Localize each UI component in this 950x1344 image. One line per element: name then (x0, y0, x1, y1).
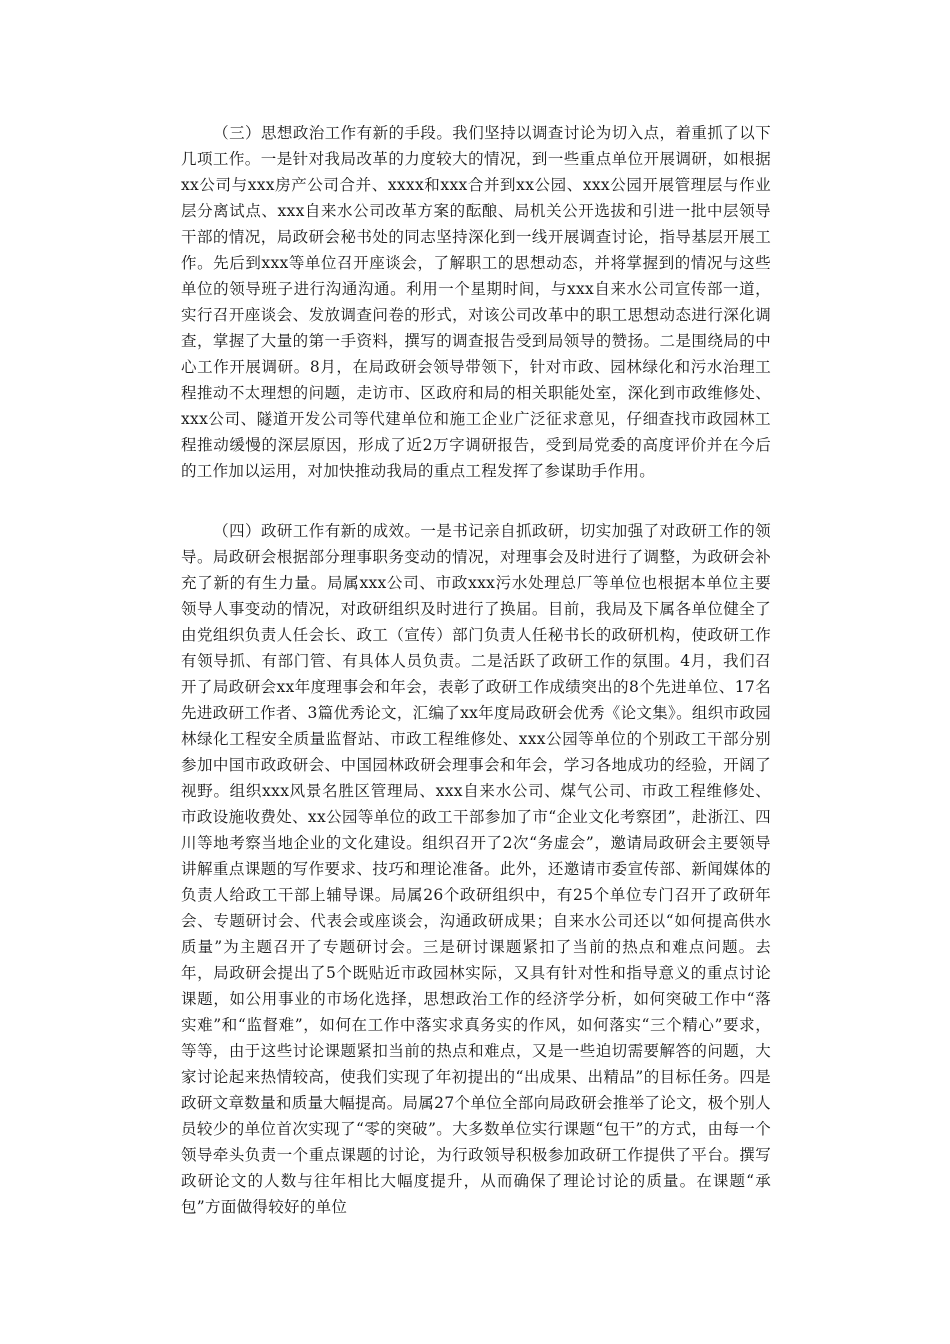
paragraph-section-3 (181, 120, 771, 484)
paragraph-text: （四）政研工作有新的成效。一是书记亲自抓政研，切实加强了对政研工作的领导。局政研会根据部分理事职务变动的情况，对理事会及时进行了调整，为政研会补充了新的有生力量。局属xxx公司、市政xxx污水处理总厂等单位也根据本单位主要领导人事变动的情况，对政研组织及时进行了换届。目前，我局及下属各单位健全了由党组织负责人任会长、政工（宣传）部门负责人任秘书长的政研机构，使政研工作有领导抓、有部门管、有具体人员负责。二是活跃了政研工作的氛围。4月，我们召开了局政研会xx年度理事会和年会，表彰了政研工作成绩突出的8个先进单位、17名先进政研工作者、3篇优秀论文，汇编了xx年度局政研会优秀《论文集》。组织市政园林绿化工程安全质量监督站、市政工程维修处、xxx公园等单位的个别政工干部分别参加中国市政政研会、中国园林政研会理事会和年会，学习各地成功的经验，开阔了视野。组织xxx风景名胜区管理局、xxx自来水公司、煤气公司、市政工程维修处、市政设施收费处、xx公园等单位的政工干部参加了市“企业文化考察团”，赴浙江、四川等地考察当地企业的文化建设。组织召开了2次“务虚会”，邀请局政研会主要领导讲解重点课题的写作要求、技巧和理论准备。此外，还邀请市委宣传部、新闻媒体的负责人给政工干部上辅导课。局属26个政研组织中，有25个单位专门召开了政研年会、专题研讨会、代表会或座谈会，沟通政研成果；自来水公司还以“如何提高供水质量”为主题召开了专题研讨会。三是研讨课题紧扣了当前的热点和难点问题。去年，局政研会提出了5个既贴近市政园林实际，又具有针对性和指导意义的重点讨论课题，如公用事业的市场化选择，思想政治工作的经济学分析，如何突破工作中“落实难”和“监督难”，如何在工作中落实求真务实的作风，如何落实“三个精心”要求，等等，由于这些讨论课题紧扣当前的热点和难点，又是一些迫切需要解答的问题，大家讨论起来热情较高，使我们实现了年初提出的“出成果、出精品”的目标任务。四是政研文章数量和质量大幅提高。局属27个单位全部向局政研会推举了论文，极个别人员较少的单位首次实现了“零的突破”。大多数单位实行课题“包干”的方式，由每一个领导牵头负责一个重点课题的讨论，为行政领导积极参加政研工作提供了平台。撰写政研论文的人数与往年相比大幅度提升，从而确保了理论讨论的质量。在课题“承包”方面做得较好的单位 (181, 522, 771, 1216)
paragraph-text: （三）思想政治工作有新的手段。我们坚持以调查讨论为切入点，着重抓了以下几项工作。一是针对我局改革的力度较大的情况，到一些重点单位开展调研，如根据xx公司与xxx房产公司合并、xxxx和xxx合并到xx公园、xxx公园开展管理层与作业层分离试点、xxx自来水公司改革方案的酝酿、局机关公开选拔和引进一批中层领导干部的情况，局政研会秘书处的同志坚持深化到一线开展调查讨论，指导基层开展工作。先后到xxx等单位召开座谈会，了解职工的思想动态，并将掌握到的情况与这些单位的领导班子进行沟通沟通。利用一个星期时间，与xxx自来水公司宣传部一道，实行召开座谈会、发放调查问卷的形式，对该公司改革中的职工思想动态进行深化调查，掌握了大量的第一手资料，撰写的调查报告受到局领导的赞扬。二是围绕局的中心工作开展调研。8月，在局政研会领导带领下，针对市政、园林绿化和污水治理工程推动不太理想的问题，走访市、区政府和局的相关职能处室，深化到市政维修处、xxx公司、隧道开发公司等代建单位和施工企业广泛征求意见，仔细查找市政园林工程推动缓慢的深层原因，形成了近2万字调研报告，受到局党委的高度评价并在今后的工作加以运用，对加快推动我局的重点工程发挥了参谋助手作用。 (181, 124, 771, 480)
paragraph-section-4 (181, 518, 771, 1220)
